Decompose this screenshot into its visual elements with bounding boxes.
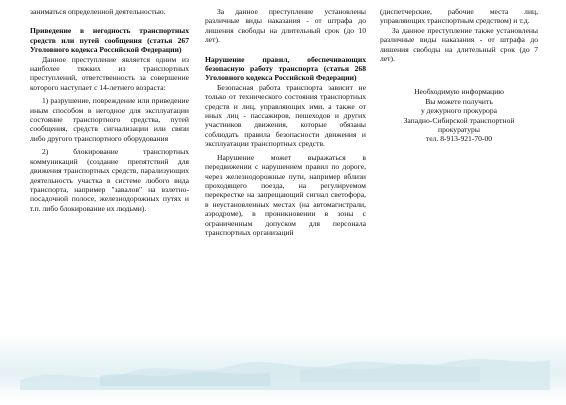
paragraph: Данное преступление является одним из наиболее тяжких из транспортных преступлений, ответственность за совершение которого наступает с 14-летнего возраста: [30, 54, 189, 92]
paragraph: Нарушение может выражаться в передвижении с нарушением правил по дороге, через железнодорожные пути, например вблизи проходящего поезда, на регулируемом перекрестке на запрещающий сигнал светофора, в неустановленных местах (на автомагистрали, аэродроме), в проникновении в зоны с ограниченным допуском для персонала транспортных организаций [205, 152, 366, 237]
contact-line: у дежурного прокурора [420, 106, 498, 116]
contact-line: Необходимую информацию [414, 87, 504, 97]
paragraph: 2) блокирование транспортных коммуникаций (создание препятствий для движения транспортных средств, парализующих деятельность участка в системе любого вида транспорта, например "завалов" на взлетно-посадочной полосе, железнодорожных путях и т.п. либо блокирование их людьми). [30, 147, 189, 213]
map-illustration [0, 336, 566, 400]
contact-line: прокуратуры [438, 125, 480, 135]
contact-line: Западно-Сибирской транспортной [403, 115, 515, 125]
paragraph: (диспетчерские, рабочие места лиц, управляющих транспортным средством) и т.д. [380, 7, 538, 26]
column-middle [205, 7, 366, 237]
contact-line: Вы можете получить [425, 96, 493, 106]
paragraph: 1) разрушение, повреждение или приведение иным способом в негодное для эксплуатации состояние транспортного средства, путей сообщения, средств сигнализации или связи либо другого транспортного оборудования [30, 96, 189, 143]
contact-info [380, 87, 538, 143]
column-right [380, 7, 538, 144]
column-left [30, 7, 189, 213]
phone-number: тел. 8-913-921-70-00 [425, 134, 493, 144]
paragraph: За данное преступление установлены различные виды наказания - от штрафа до лишения свободы на длительный срок (до 10 лет). [205, 7, 366, 45]
decorative-map-strip [0, 336, 566, 400]
section-heading: Нарушение правил, обеспечивающих безопасную работу транспорта (статья 268 Уголовного кодекса Российской Федерации) [205, 54, 366, 83]
paragraph: Безопасная работа транспорта зависит не только от технического состояния транспортных средств и лиц, управляющих ими, а также от иных лиц - пассажиров, пешеходов и других участников движения, которые обязаны соблюдать правила безопасности движения и эксплуатации транспортных средств. [205, 82, 366, 149]
paragraph: За данное преступление также установлены различные виды наказания - от штрафа до лишения свободы на длительный срок (до 7 лет). [380, 25, 538, 64]
paragraph: заниматься определенной деятельностью. [30, 7, 166, 16]
section-heading: Приведение в негодность транспортных средств или путей сообщения (статья 267 Уголовного кодекса Российской Федерации) [30, 26, 189, 55]
